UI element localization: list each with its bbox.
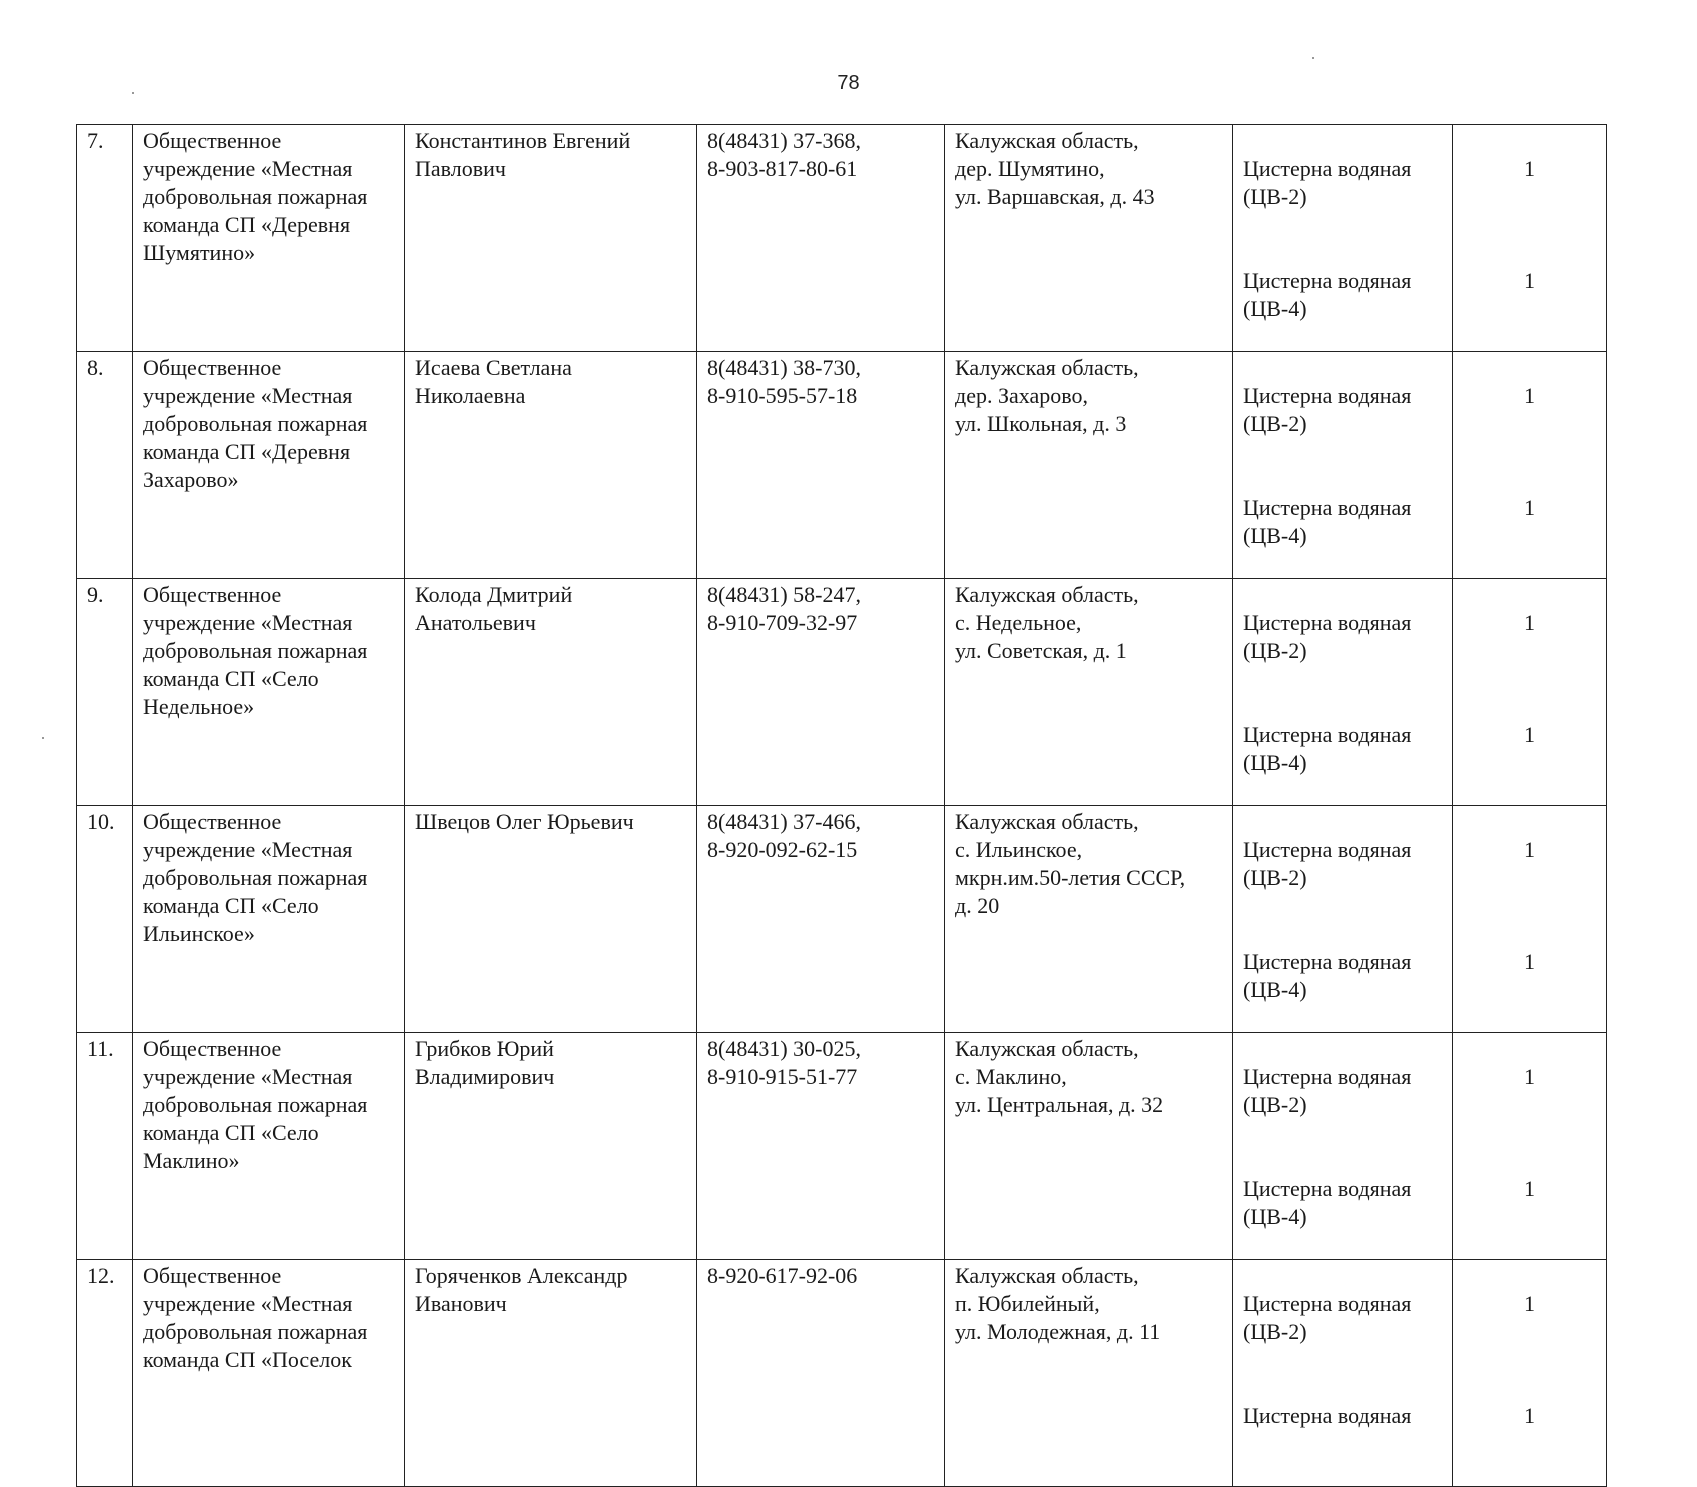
vehicle-item: Цистерна водяная (ЦВ-2) [1243,1291,1412,1344]
vehicle-item: Цистерна водяная [1243,1403,1412,1428]
page-number: 78 [837,72,860,94]
address-cell: Калужская область, с. Маклино, ул. Центральная, д. 32 [945,1033,1233,1260]
vehicle-item: Цистерна водяная (ЦВ-2) [1243,610,1412,663]
row-number: 12. [77,1260,133,1487]
head-name-cell: Горяченков Александр Иванович [405,1260,697,1487]
quantity-value: 1 [1524,1403,1535,1428]
row-number: 7. [77,125,133,352]
organization-cell: Общественное учреждение «Местная добровольная пожарная команда СП «Деревня Шумятино» [133,125,405,352]
row-number: 8. [77,352,133,579]
vehicle-item: Цистерна водяная (ЦВ-4) [1243,268,1412,321]
vehicles-cell [1233,579,1453,806]
head-name-cell: Колода Дмитрий Анатольевич [405,579,697,806]
row-number: 10. [77,806,133,1033]
vehicles-cell [1233,125,1453,352]
table-row [77,125,1607,352]
vehicle-item: Цистерна водяная (ЦВ-4) [1243,495,1412,548]
phone-cell: 8(48431) 37-466, 8-920-092-62-15 [697,806,945,1033]
quantity-cell [1453,806,1607,1033]
row-number: 11. [77,1033,133,1260]
quantity-value: 1 [1524,1064,1535,1089]
address-cell: Калужская область, дер. Шумятино, ул. Варшавская, д. 43 [945,125,1233,352]
organization-cell: Общественное учреждение «Местная добровольная пожарная команда СП «Село Недельное» [133,579,405,806]
vehicle-item: Цистерна водяная (ЦВ-4) [1243,949,1412,1002]
quantity-value: 1 [1524,495,1535,520]
head-name-cell: Исаева Светлана Николаевна [405,352,697,579]
quantity-value: 1 [1524,722,1535,747]
quantity-cell [1453,1260,1607,1487]
organization-cell: Общественное учреждение «Местная добровольная пожарная команда СП «Деревня Захарово» [133,352,405,579]
address-cell: Калужская область, дер. Захарово, ул. Школьная, д. 3 [945,352,1233,579]
vehicle-item: Цистерна водяная (ЦВ-2) [1243,1064,1412,1117]
organization-cell: Общественное учреждение «Местная добровольная пожарная команда СП «Село Ильинское» [133,806,405,1033]
quantity-value: 1 [1524,156,1535,181]
vehicles-cell [1233,806,1453,1033]
quantity-cell [1453,352,1607,579]
quantity-value: 1 [1524,837,1535,862]
vehicles-cell [1233,1260,1453,1487]
phone-cell: 8(48431) 38-730, 8-910-595-57-18 [697,352,945,579]
vehicle-item: Цистерна водяная (ЦВ-2) [1243,156,1412,209]
address-cell: Калужская область, п. Юбилейный, ул. Молодежная, д. 11 [945,1260,1233,1487]
quantity-cell [1453,579,1607,806]
quantity-value: 1 [1524,383,1535,408]
phone-cell: 8(48431) 30-025, 8-910-915-51-77 [697,1033,945,1260]
address-cell: Калужская область, с. Ильинское, мкрн.им.50-летия СССР, д. 20 [945,806,1233,1033]
quantity-value: 1 [1524,949,1535,974]
vehicle-item: Цистерна водяная (ЦВ-2) [1243,837,1412,890]
table-row [77,1033,1607,1260]
fire-brigade-table [76,124,1607,1487]
quantity-value: 1 [1524,610,1535,635]
vehicle-item: Цистерна водяная (ЦВ-4) [1243,1176,1412,1229]
quantity-value: 1 [1524,268,1535,293]
scan-speck [1312,57,1314,59]
head-name-cell: Грибков Юрий Владимирович [405,1033,697,1260]
phone-cell: 8(48431) 37-368, 8-903-817-80-61 [697,125,945,352]
head-name-cell: Швецов Олег Юрьевич [405,806,697,1033]
row-number: 9. [77,579,133,806]
table-row [77,1260,1607,1487]
address-cell: Калужская область, с. Недельное, ул. Советская, д. 1 [945,579,1233,806]
phone-cell: 8-920-617-92-06 [697,1260,945,1487]
table-row [77,579,1607,806]
scan-speck [132,92,134,94]
quantity-cell [1453,1033,1607,1260]
table-row [77,806,1607,1033]
phone-cell: 8(48431) 58-247, 8-910-709-32-97 [697,579,945,806]
scan-speck [42,737,44,739]
quantity-cell [1453,125,1607,352]
vehicle-item: Цистерна водяная (ЦВ-2) [1243,383,1412,436]
head-name-cell: Константинов Евгений Павлович [405,125,697,352]
quantity-value: 1 [1524,1176,1535,1201]
table-row [77,352,1607,579]
vehicle-item: Цистерна водяная (ЦВ-4) [1243,722,1412,775]
vehicles-cell [1233,352,1453,579]
vehicles-cell [1233,1033,1453,1260]
organization-cell: Общественное учреждение «Местная добровольная пожарная команда СП «Село Маклино» [133,1033,405,1260]
organization-cell: Общественное учреждение «Местная добровольная пожарная команда СП «Поселок [133,1260,405,1487]
quantity-value: 1 [1524,1291,1535,1316]
